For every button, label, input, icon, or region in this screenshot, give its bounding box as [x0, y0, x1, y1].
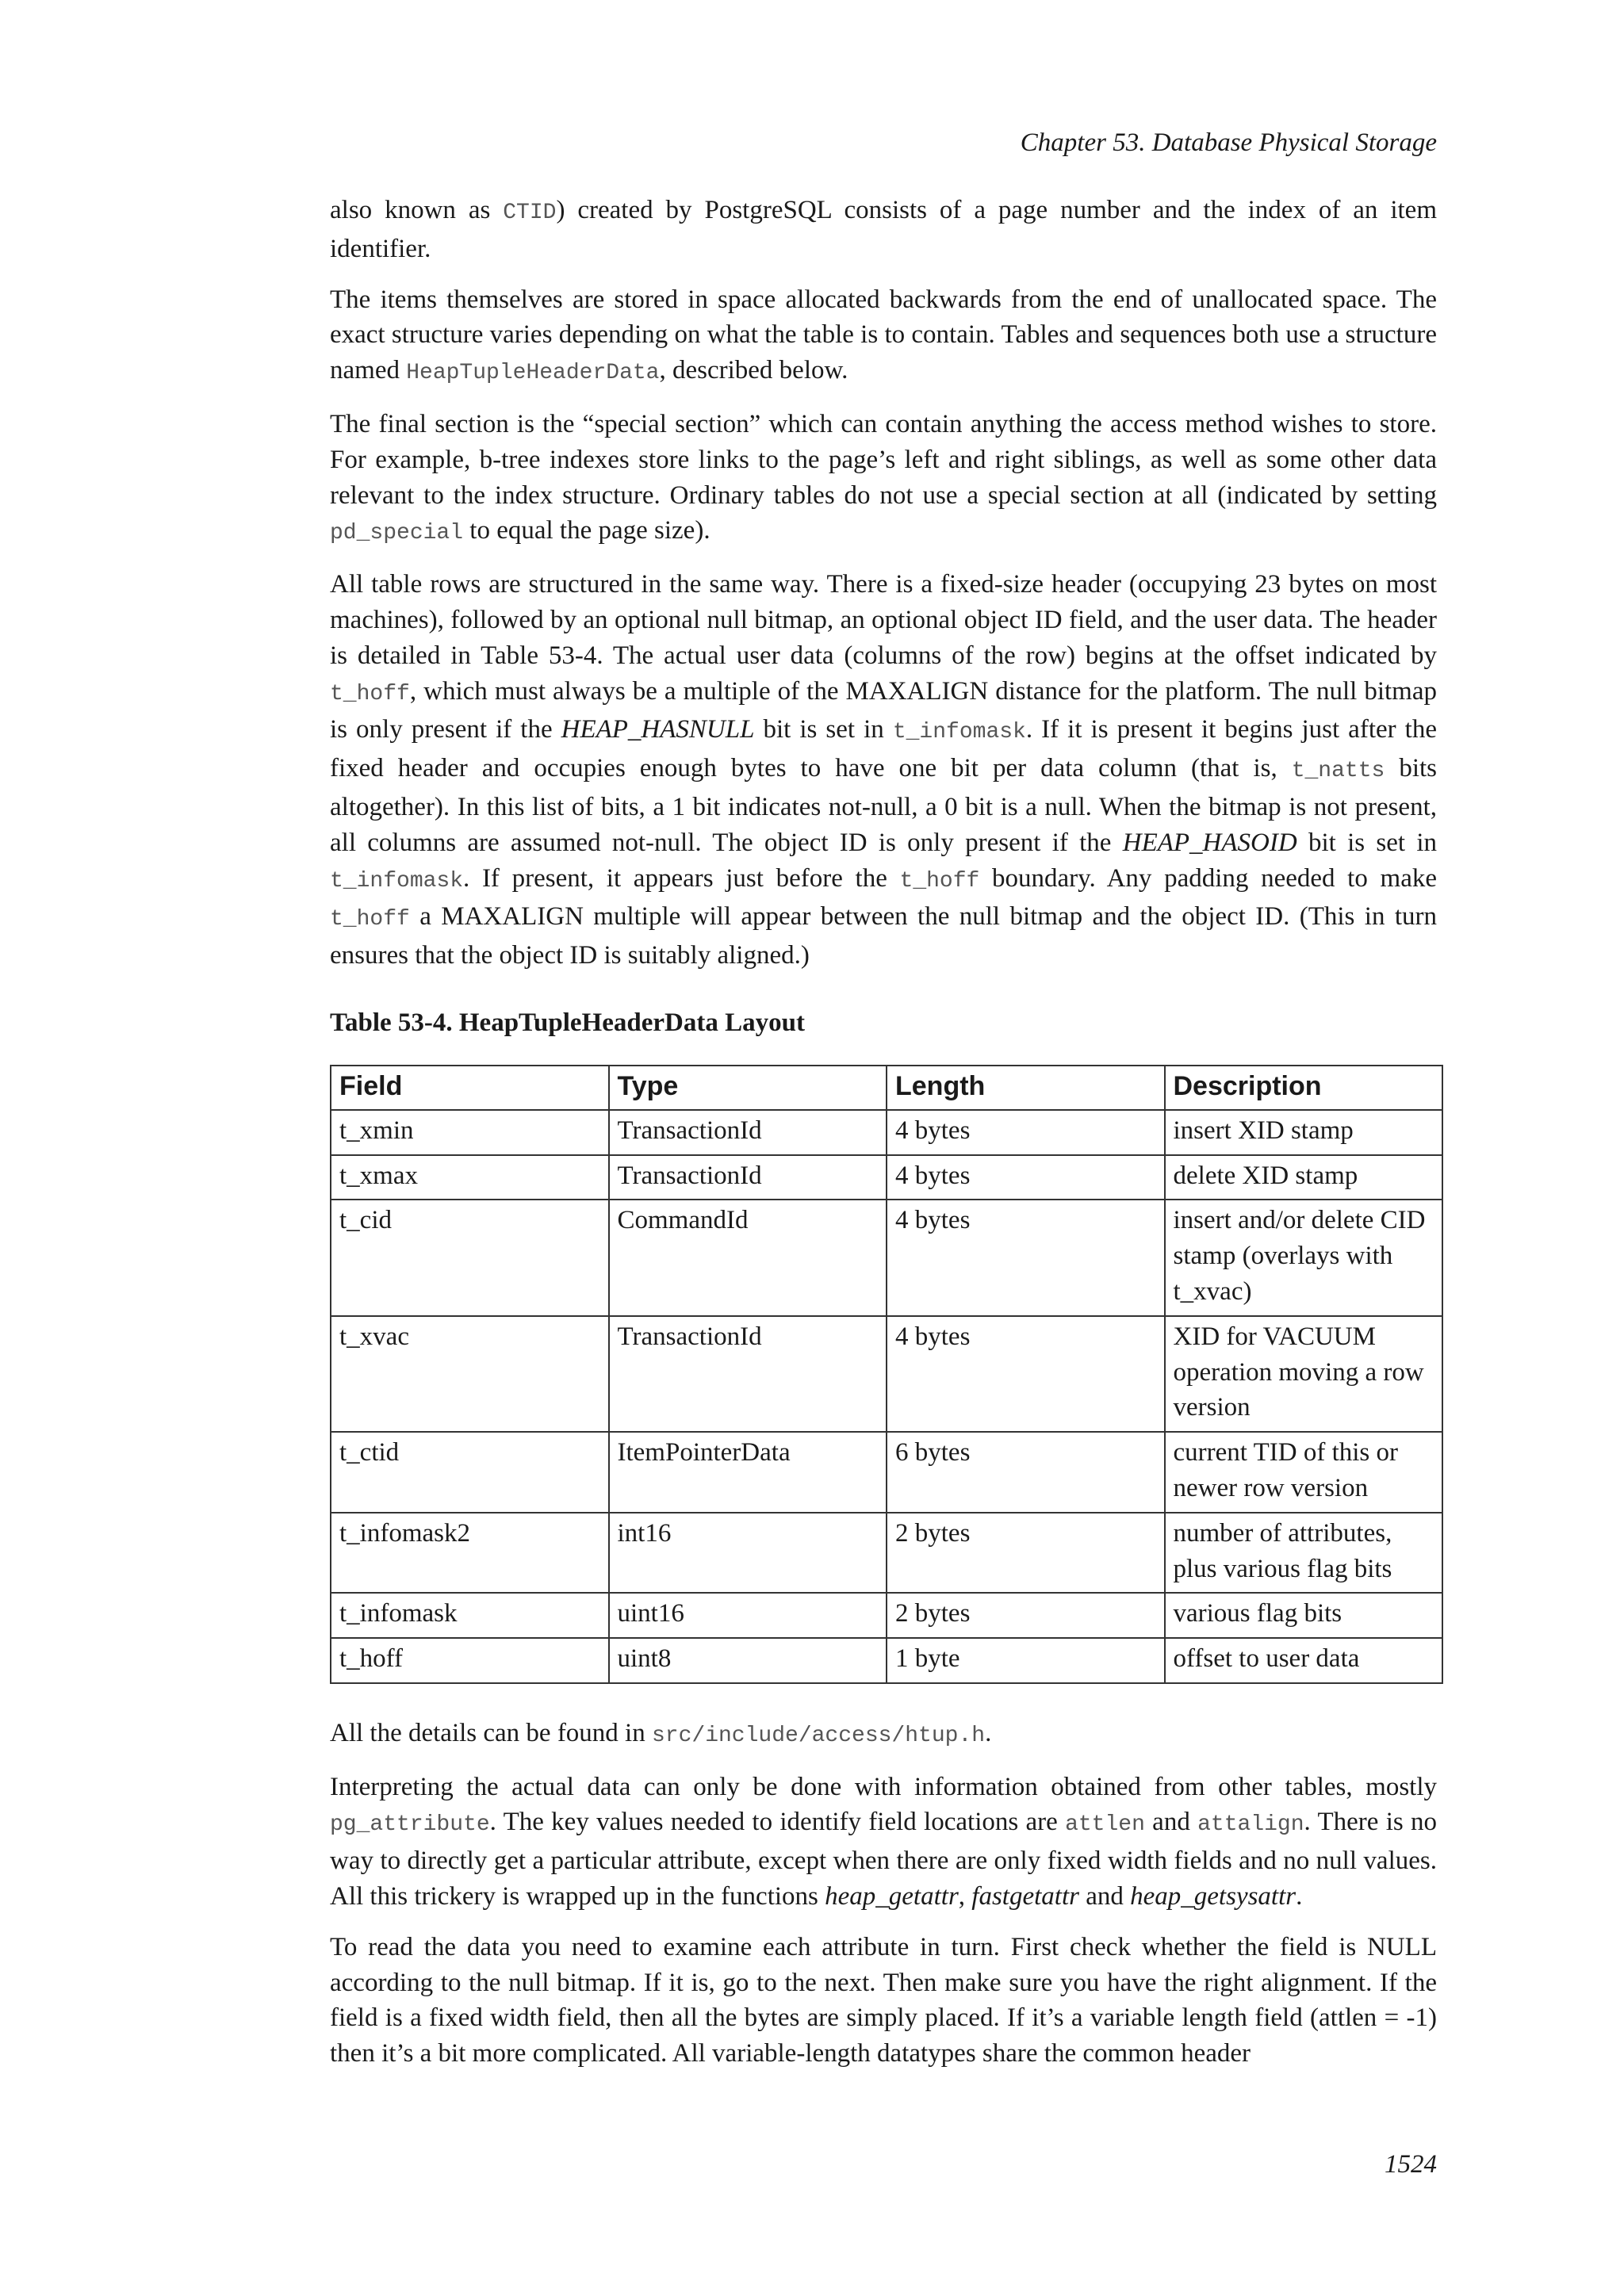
- code-ctid: CTID: [503, 201, 557, 225]
- table-header-row: [331, 1066, 1442, 1110]
- paragraph-ctid: [330, 193, 1437, 267]
- paragraph-htup-details: [330, 1716, 1437, 1755]
- code-pd-special: pd_special: [330, 521, 464, 546]
- table-cell: CommandId: [609, 1200, 887, 1315]
- table-title: Table 53-4. HeapTupleHeaderData Layout: [330, 1008, 805, 1037]
- text: The final section is the “special section” which can contain anything the access method wishes to store. For example, b-tree indexes store links to the page’s left and right siblings, as well as some other data relevant to the index structure. Ordinary tables do not use a special section at all (indicated by setting: [330, 409, 1437, 510]
- table-cell: XID for VACUUM operation moving a row version: [1165, 1316, 1443, 1432]
- paragraph-interpreting: [330, 1770, 1437, 1915]
- text: . If it is present it begins just after the fixed header and occupies enough bytes to have one bit per data column (that is,: [330, 715, 1437, 783]
- text: . There is no way to directly get a particular attribute, except when there are only fixed width fields and no null values. All this trickery is wrapped up in the functions: [330, 1808, 1437, 1911]
- paragraph-table-rows: [330, 567, 1437, 974]
- table-row: [331, 1200, 1442, 1315]
- text: , which must always be a multiple of the MAXALIGN distance for the platform. The null bitmap is only present if the: [330, 676, 1437, 744]
- emphasis-fastgetattr: fastgetattr: [971, 1882, 1079, 1911]
- text: ) created by PostgreSQL consists of a page number and the index of an item identifier.: [330, 196, 1438, 263]
- text: All table rows are structured in the same way. There is a fixed-size header (occupying 23 bytes on most machines), followed by an optional null bitmap, an optional object ID field, and the user data. The header is detailed in Table 53-4. The actual user data (columns of the row) begins at the offset indicated by: [330, 570, 1437, 670]
- code-t-hoff: t_hoff: [330, 907, 410, 932]
- emphasis-heap-hasoid: HEAP_HASOID: [1122, 828, 1297, 857]
- table-cell: ItemPointerData: [609, 1432, 887, 1513]
- table-cell: t_xmax: [331, 1155, 609, 1200]
- table-row: [331, 1432, 1442, 1513]
- column-header: Type: [609, 1066, 887, 1110]
- table-row: [331, 1638, 1442, 1683]
- table-cell: 6 bytes: [887, 1432, 1165, 1513]
- text: bit is set in: [1297, 828, 1437, 857]
- text: . The key values needed to identify field locations are: [489, 1808, 1066, 1837]
- table-cell: 4 bytes: [887, 1316, 1165, 1432]
- table-cell: delete XID stamp: [1165, 1155, 1443, 1200]
- table-cell: TransactionId: [609, 1316, 887, 1432]
- table-cell: t_ctid: [331, 1432, 609, 1513]
- text: .: [1296, 1882, 1303, 1911]
- code-htup-path: src/include/access/htup.h: [651, 1723, 986, 1748]
- table-cell: various flag bits: [1165, 1593, 1443, 1638]
- code-attalign: attalign: [1197, 1812, 1304, 1838]
- column-header: Description: [1165, 1066, 1443, 1110]
- text: and: [1144, 1808, 1198, 1837]
- chapter-header: Chapter 53. Database Physical Storage: [1020, 128, 1437, 157]
- emphasis-heap-getattr: heap_getattr: [825, 1882, 959, 1911]
- text: and: [1078, 1882, 1131, 1911]
- code-attlen: attlen: [1065, 1812, 1145, 1838]
- table-row: [331, 1593, 1442, 1638]
- code-t-hoff: t_hoff: [899, 868, 980, 894]
- table-cell: t_infomask: [331, 1593, 609, 1638]
- table-cell: t_xmin: [331, 1110, 609, 1155]
- text: also known as: [330, 196, 504, 224]
- paragraph-reading-data: [330, 1930, 1437, 2072]
- table-row: [331, 1155, 1442, 1200]
- text: bit is set in: [754, 715, 893, 744]
- table-cell: 2 bytes: [887, 1593, 1165, 1638]
- table-cell: insert XID stamp: [1165, 1110, 1443, 1155]
- table-cell: offset to user data: [1165, 1638, 1443, 1683]
- table-cell: 4 bytes: [887, 1110, 1165, 1155]
- column-header: Field: [331, 1066, 609, 1110]
- code-t-infomask: t_infomask: [892, 720, 1026, 745]
- paragraph-special-section: [330, 407, 1437, 552]
- table-cell: current TID of this or newer row version: [1165, 1432, 1443, 1513]
- column-header: Length: [887, 1066, 1165, 1110]
- code-t-infomask: t_infomask: [330, 868, 464, 894]
- code-t-hoff: t_hoff: [330, 681, 410, 706]
- emphasis-heap-getsysattr: heap_getsysattr: [1130, 1882, 1297, 1911]
- page-number: 1524: [1385, 2150, 1437, 2179]
- table-cell: uint8: [609, 1638, 887, 1683]
- emphasis-heap-hasnull: HEAP_HASNULL: [561, 715, 755, 744]
- table-cell: TransactionId: [609, 1110, 887, 1155]
- table-cell: TransactionId: [609, 1155, 887, 1200]
- table-cell: t_cid: [331, 1200, 609, 1315]
- table-row: [331, 1110, 1442, 1155]
- text: All the details can be found in: [330, 1718, 652, 1747]
- table-cell: t_xvac: [331, 1316, 609, 1432]
- table-cell: 2 bytes: [887, 1513, 1165, 1594]
- heaptupleheaderdata-table: [330, 1065, 1443, 1684]
- code-t-natts: t_natts: [1291, 759, 1385, 784]
- table-cell: uint16: [609, 1593, 887, 1638]
- table-cell: int16: [609, 1513, 887, 1594]
- text: , described below.: [659, 356, 848, 385]
- text: boundary. Any padding needed to make: [979, 863, 1437, 893]
- table-cell: 4 bytes: [887, 1155, 1165, 1200]
- text: .: [985, 1718, 992, 1747]
- text: To read the data you need to examine each attribute in turn. First check whether the field is NULL according to the null bitmap. If it is, go to the next. Then make sure you have the right alignment. If the field is a fixed width field, then all the bytes are simply placed. If it’s a variable length field (attlen = -1) then it’s a bit more complicated. All variable-length datatypes share the common header: [330, 1932, 1437, 2068]
- table-row: [331, 1316, 1442, 1432]
- text: ,: [958, 1882, 972, 1911]
- table-cell: 1 byte: [887, 1638, 1165, 1683]
- body-content: [330, 193, 1437, 2087]
- text: bits altogether). In this list of bits, a 1 bit indicates not-null, a 0 bit is a null. When the bitmap is not present, all columns are assumed not-null. The object ID is only present if the: [330, 754, 1437, 857]
- code-heaptupleheaderdata: HeapTupleHeaderData: [406, 361, 660, 386]
- text: The items themselves are stored in space allocated backwards from the end of unallocated space. The exact structure varies depending on what the table is to contain. Tables and sequences both use a structure named: [330, 285, 1437, 385]
- table-cell: t_hoff: [331, 1638, 609, 1683]
- table-cell: number of attributes, plus various flag bits: [1165, 1513, 1443, 1594]
- table-cell: 4 bytes: [887, 1200, 1165, 1315]
- code-pg-attribute: pg_attribute: [330, 1812, 490, 1838]
- paragraph-items: [330, 282, 1437, 392]
- text: to equal the page size).: [463, 516, 710, 545]
- table-row: [331, 1513, 1442, 1594]
- text: a MAXALIGN multiple will appear between the null bitmap and the object ID. (This in turn ensures that the object ID is suitably aligned.): [330, 902, 1437, 970]
- text: . If present, it appears just before the: [463, 863, 900, 893]
- table-cell: t_infomask2: [331, 1513, 609, 1594]
- table-cell: insert and/or delete CID stamp (overlays with t_xvac): [1165, 1200, 1443, 1315]
- text: Interpreting the actual data can only be done with information obtained from other tables, mostly: [330, 1772, 1437, 1801]
